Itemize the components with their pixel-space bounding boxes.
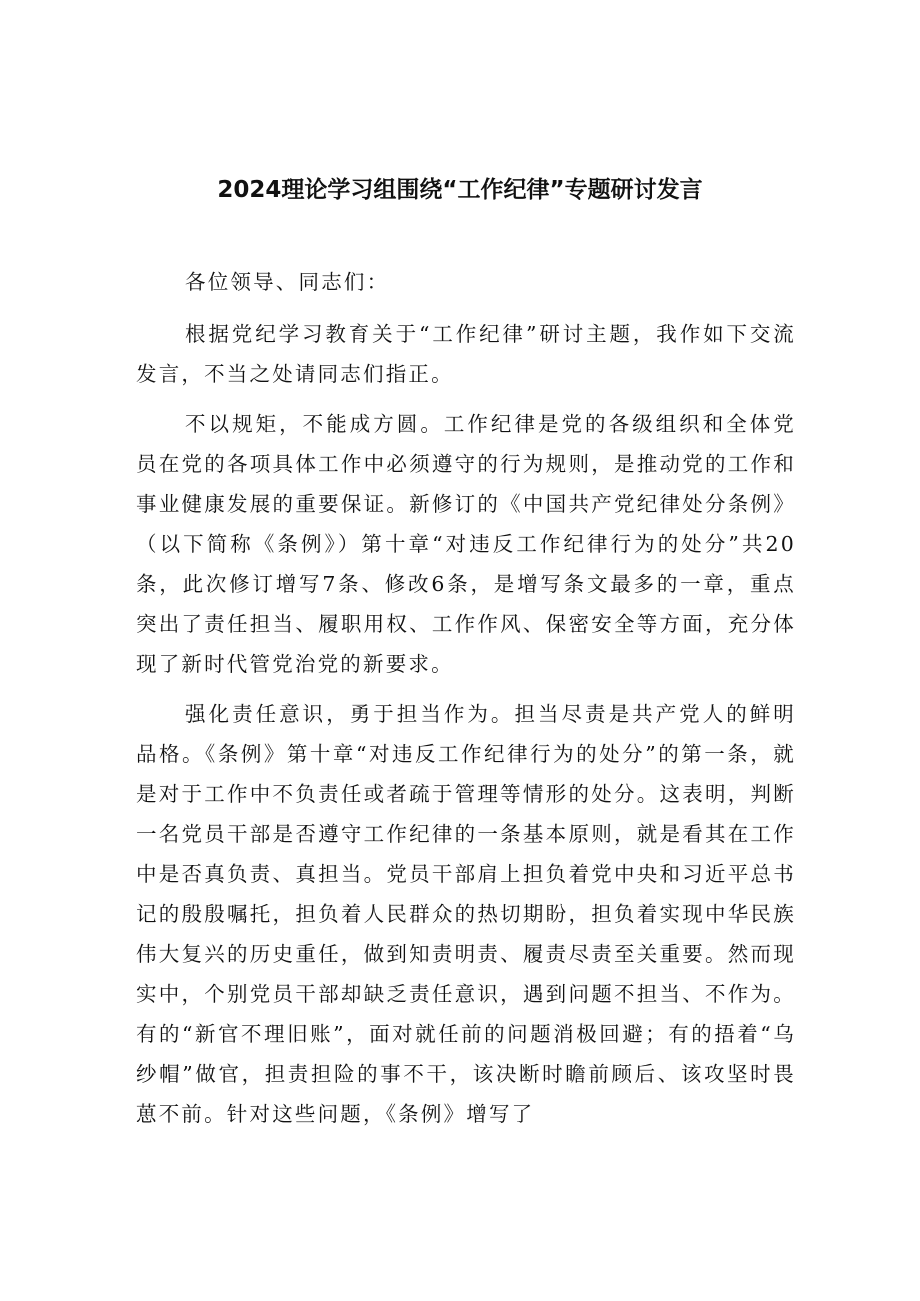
body-paragraph-responsibility: 强化责任意识，勇于担当作为。担当尽责是共产党人的鲜明品格。《条例》第十章“对违反工作纪律行为的处分”的第一条，就是对于工作中不负责任或者疏于管理等情形的处分。这表明，判断一名党员干部是否遵守工作纪律的一条基本原则，就是看其在工作中是否真负责、真担当。党员干部肩上担负着党中央和习近平总书记的殷殷嘱托，担负着人民群众的热切期盼，担负着实现中华民族伟大复兴的历史重任，做到知责明责、履责尽责至关重要。然而现实中，个别党员干部却缺乏责任意识，遇到问题不担当、不作为。有的“新官不理旧账”，面对就任前的问题消极回避；有的捂着“乌纱帽”做官，担责担险的事不干，该决断时瞻前顾后、该攻坚时畏葸不前。针对这些问题，《条例》增写了 xyxy=(136,702,796,1126)
document-body xyxy=(136,262,796,1144)
intro-paragraph: 根据党纪学习教育关于“工作纪律”研讨主题，我作如下交流发言，不当之处请同志们指正。 xyxy=(136,322,796,386)
salutation-paragraph: 各位领导、同志们： xyxy=(185,270,390,294)
document-title: 2024理论学习组围绕“工作纪律”专题研讨发言 xyxy=(217,177,703,203)
body-paragraph-discipline: 不以规矩，不能成方圆。工作纪律是党的各级组织和全体党员在党的各项具体工作中必须遵守的行为规则，是推动党的工作和事业健康发展的重要保证。新修订的《中国共产党纪律处分条例》（以下简称《条例》）第十章“对违反工作纪律行为的处分”共20条，此次修订增写7条、修改6条，是增写条文最多的一章，重点突出了责任担当、履职用权、工作作风、保密安全等方面，充分体现了新时代管党治党的新要求。 xyxy=(136,412,796,676)
